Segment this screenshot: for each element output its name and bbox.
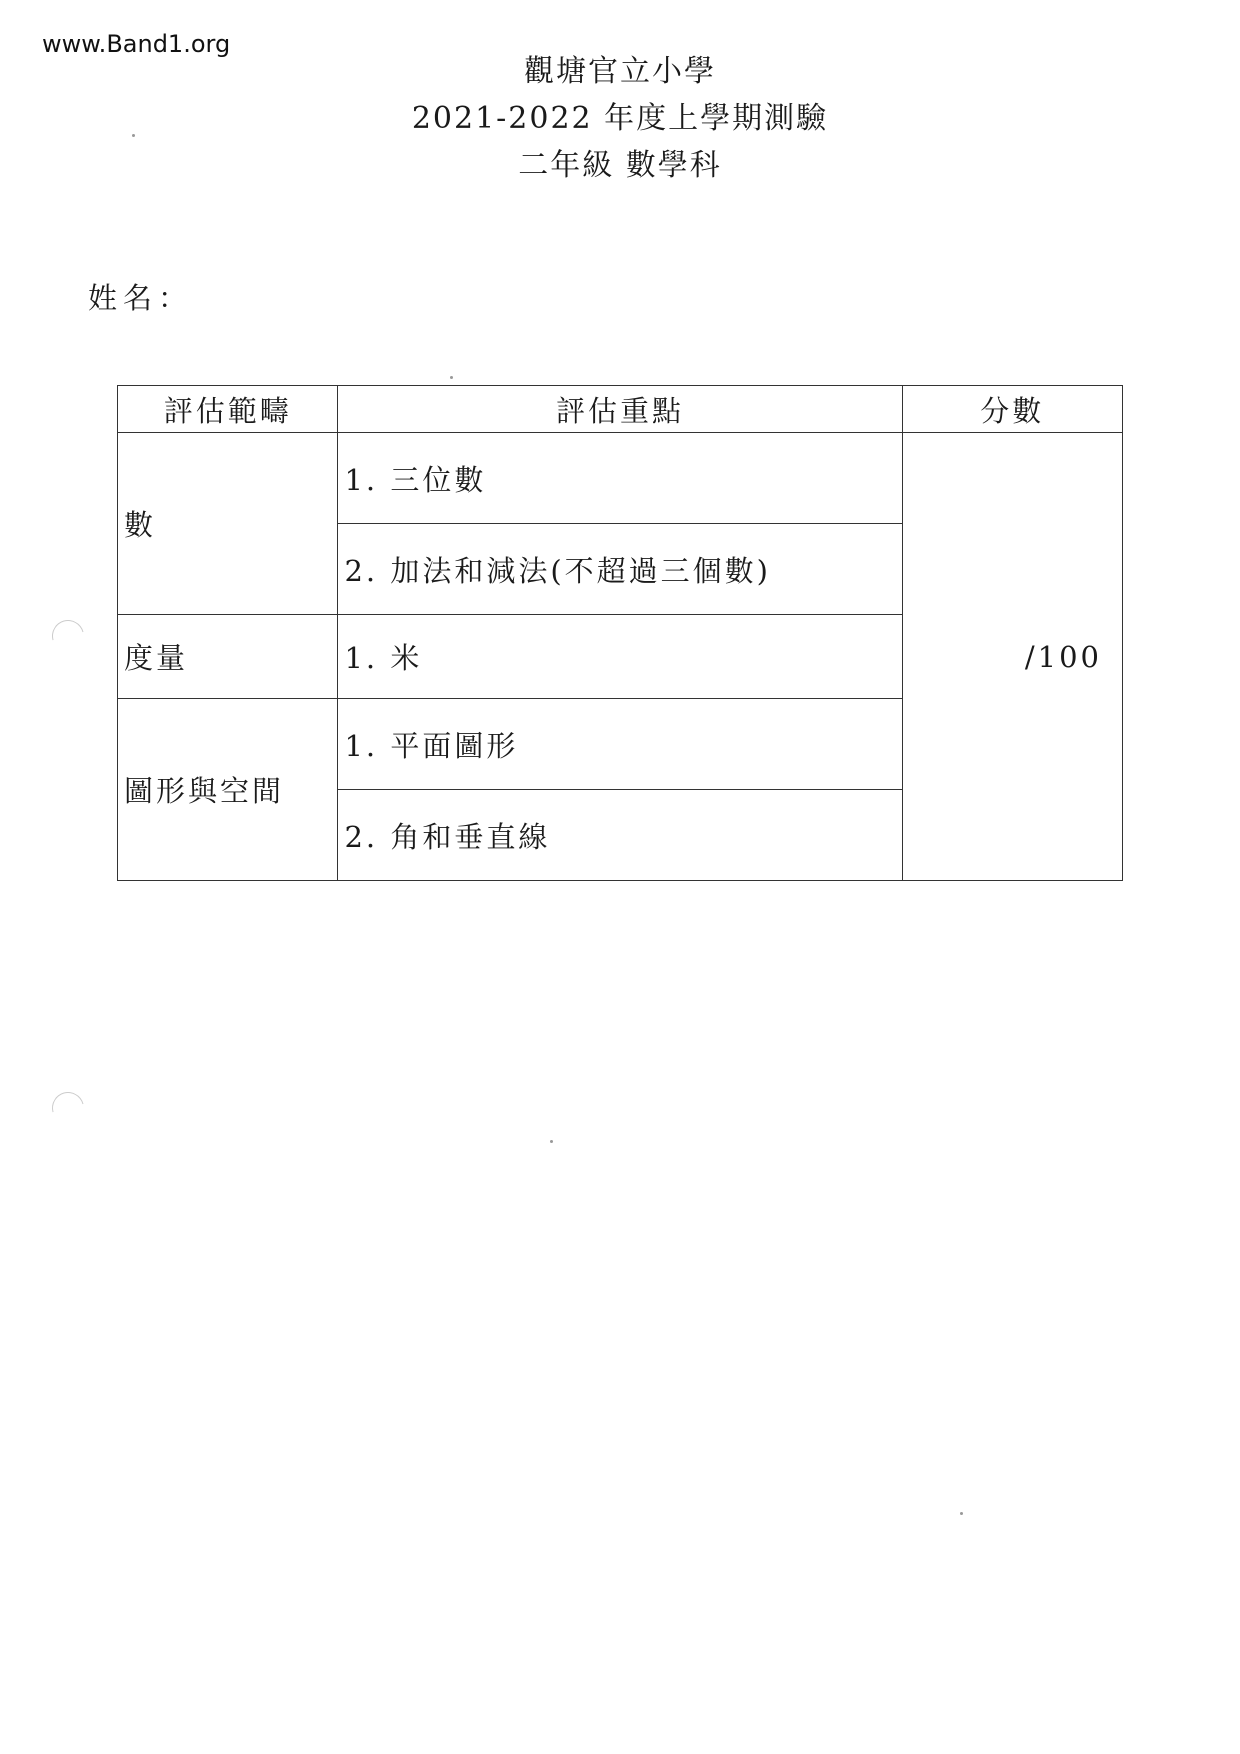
category-measure: 度量 [118,615,338,699]
header-score: 分數 [902,386,1122,433]
name-label: 姓名： [88,281,194,315]
scan-speck [450,376,453,379]
focus-point: 1. 三位數 [338,433,902,524]
table-header-row [118,386,1123,433]
table-row [118,433,1123,524]
score-cell: /100 [902,433,1122,881]
focus-point: 2. 加法和減法(不超過三個數) [338,524,902,615]
focus-point: 1. 米 [338,615,902,699]
punch-hole-mark [46,614,90,658]
focus-point: 1. 平面圖形 [338,699,902,790]
scan-speck [550,1140,553,1143]
exam-title: 2021-2022 年度上學期測驗 [411,101,829,136]
focus-point: 2. 角和垂直線 [338,790,902,881]
scan-speck [132,134,135,137]
category-shape-space: 圖形與空間 [118,699,338,881]
punch-hole-mark [46,1086,90,1130]
category-number: 數 [118,433,338,615]
header-focus: 評估重點 [338,386,902,433]
watermark: www.Band1.org [42,30,231,58]
document-header [0,48,1240,189]
subject-title: 二年級 數學科 [518,148,722,183]
school-name: 觀塘官立小學 [524,54,716,89]
header-category: 評估範疇 [118,386,338,433]
assessment-table [117,385,1123,881]
scan-speck [960,1512,963,1515]
